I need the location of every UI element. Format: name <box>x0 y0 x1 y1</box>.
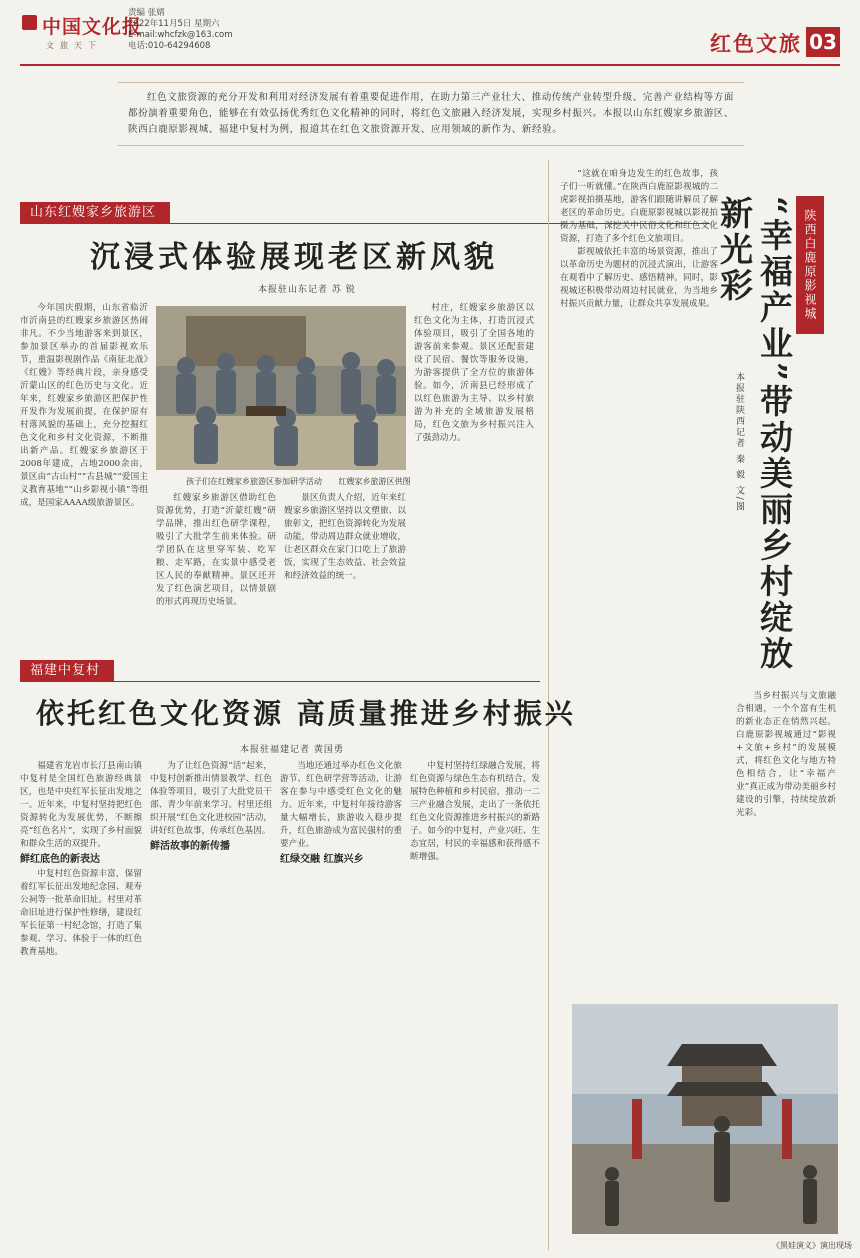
article3-col1 <box>20 760 142 1240</box>
article3-subhead2: 鲜活故事的新传播 <box>150 841 230 852</box>
article2-col1-text: “这就在咱身边发生的红色故事，孩子们一听就懂。”在陕西白鹿原影视城的二虎影视拍摄基地，游客们跟随讲解员了解老区的革命历史。白鹿原影视城以影视拍摄为基础，深挖关中民俗文化和红色文化资源，打造了多个红色文旅项目。 <box>560 169 718 244</box>
editor-line: 责编 张婧 <box>128 8 165 18</box>
article2-photo <box>572 1004 838 1234</box>
article2-col3 <box>736 690 836 990</box>
photo-credit: 红嫂家乡旅游区供图 <box>338 477 411 486</box>
article2-col3-text: 当乡村振兴与文旅融合相遇，一个个富有生机的新业态正在悄然兴起。白鹿原影视城通过“影视+文旅+乡村”的发展模式，将红色文化与地方特色相结合，让“幸福产业”真正成为带动美丽乡村建设的引擎，持续绽放新光彩。 <box>736 691 836 818</box>
photo-caption-text: 孩子们在红嫂家乡旅游区参加研学活动 <box>186 477 322 486</box>
article1-col2-text: 红嫂家乡旅游区借助红色资源优势，打造“沂蒙红嫂”研学品牌，推出红色研学课程，吸引了大批学生前来体验。研学团队在这里穿军装、吃军粮、走军路，在实景中感受老区人民的奉献精神。景区还开发了红色演艺项目，以情景剧的形式再现历史场景。 <box>156 493 276 607</box>
logo-title: 中国文化报 <box>42 16 143 38</box>
article2-col2-text: 影视城依托丰富的场景资源，推出了以革命历史为题材的沉浸式演出，让游客在观看中了解历史、感悟精神。同时，影视城还积极带动周边村民就业，为当地乡村振兴贡献力量，让群众共享发展成果。 <box>560 247 718 309</box>
article3-col4 <box>410 760 540 1240</box>
article3-banner: 福建中复村 <box>20 660 114 682</box>
photo-performance-icon <box>572 1004 838 1234</box>
article2-byline: 本报驻陕西记者 秦 毅 文/图 <box>734 372 744 513</box>
article2-photo-caption: 《黑娃演义》演出现场 <box>772 1241 852 1250</box>
article1-byline: 本报驻山东记者 苏 锐 <box>258 285 356 295</box>
section-title: 红色文旅 <box>710 31 802 56</box>
article1-col1 <box>20 302 148 652</box>
logo-subtitle: 文旅天下 <box>46 41 102 50</box>
article3-col4-text: 中复村坚持红绿融合发展，将红色资源与绿色生态有机结合，发展特色种植和乡村民宿，推动一二三产业融合发展，走出了一条依托红色文化资源推进乡村振兴的新路子。如今的中复村，产业兴旺、生态宜居，村民的幸福感和获得感不断增强。 <box>410 761 540 862</box>
article1-photo-caption <box>186 476 411 487</box>
article1-headline: 沉浸式体验展现老区新风貌 <box>90 240 498 275</box>
date-line: 2022年11月5日 星期六 <box>128 19 220 29</box>
newspaper-logo <box>22 12 143 52</box>
article3-byline: 本报驻福建记者 黄国勇 <box>240 745 344 755</box>
article3-col1-text: 福建省龙岩市长汀县南山镇中复村是全国红色旅游经典景区，也是中央红军长征出发地之一。近年来，中复村坚持把红色资源转化为发展优势，不断擦亮“红色名片”，实现了乡村面貌和群众生活的双提升。 <box>20 761 142 849</box>
seal-icon <box>22 15 37 30</box>
article3-col3 <box>280 760 402 1240</box>
article1-col4-text: 村庄，红嫂家乡旅游区以红色文化为主体，打造沉浸式体验项目，吸引了全国各地的游客前来参观。景区还配套建设了民宿、餐饮等服务设施，为游客提供了全方位的旅游体验。如今，沂南县已经形成了以红色旅游为主导、以乡村旅游为补充的全域旅游发展格局，红色文旅为乡村振兴注入了强劲动力。 <box>414 303 534 443</box>
masthead <box>0 0 860 70</box>
intro-text: 红色文旅资源的充分开发和利用对经济发展有着重要促进作用，在助力第三产业壮大、推动传统产业转型升级、完善产业结构等方面都扮演着重要角色，能够在有效弘扬优秀红色文化精神的同时，将红色文旅融入经济发展，实现乡村振兴。本报以山东红嫂家乡旅游区、陕西白鹿原影视城、福建中复村为例，报道其在红色文旅资源开发、应用领域的新作为、新经验。 <box>128 92 735 135</box>
email-line: E-mail:whcfzk@163.com <box>128 30 233 40</box>
top-rule <box>20 64 840 66</box>
issue-meta <box>128 8 232 52</box>
article1-col1-text: 今年国庆假期，山东省临沂市沂南县的红嫂家乡旅游区热闹非凡。不少当地游客来到景区，参加景区举办的首届影视欢乐节，重温影视剧作品《南征北战》《红嫂》等经典片段，亲身感受沂蒙山区的红色历史与文化。近年来，红嫂家乡旅游区把保护性开发作为发展前提，在保护原有村落风貌的基础上，充分挖掘红色文化和乡村文化资源，不断推出新产品。红嫂家乡旅游区于2008年建成，占地2000余亩，景区由“古山村”“古县城”“爱国主义教育基地”“山乡影视小镇”等组成，是国家AAAA级旅游景区。 <box>20 303 148 508</box>
article3-rule <box>20 681 540 682</box>
article3-headline: 依托红色文化资源 高质量推进乡村振兴 <box>36 697 576 730</box>
article1-col3-text: 景区负责人介绍，近年来红嫂家乡旅游区坚持以文塑旅、以旅彰文，把红色资源转化为发展动能，带动周边群众就业增收，让老区群众在家门口吃上了旅游饭，实现了生态效益、社会效益和经济效益的统一。 <box>284 493 406 581</box>
article3-subhead1: 鲜红底色的新表达 <box>20 854 100 865</box>
article1-photo <box>156 306 406 470</box>
article3-subhead3: 红绿交融 红旗兴乡 <box>280 854 364 865</box>
article3-col2 <box>150 760 272 1240</box>
article1-col4 <box>414 302 534 652</box>
article2-headline: “幸福产业”带动美丽乡村绽放新光彩 <box>715 196 794 672</box>
article1-col2 <box>156 492 276 652</box>
photo-children-study-icon <box>156 306 406 470</box>
page-number: 03 <box>806 27 840 57</box>
article3-col2-text: 为了让红色资源“活”起来，中复村创新推出情景教学、红色体验等项目，吸引了大批党员干部、青少年前来学习。村里还组织开展“红色文化进校园”活动，讲好红色故事，传承红色基因。 <box>150 761 272 836</box>
article2-banner: 陕西白鹿原影视城 <box>796 196 824 334</box>
article3-col3-text: 当地还通过举办红色文化旅游节、红色研学营等活动，让游客在参与中感受红色文化的魅力。近年来，中复村年接待游客量大幅增长，旅游收入稳步提升，红色旅游成为富民强村的重要产业。 <box>280 761 402 849</box>
article1-banner: 山东红嫂家乡旅游区 <box>20 202 170 224</box>
article3-col1b-text: 中复村红色资源丰富，保留着红军长征出发地纪念园、观寿公祠等一批革命旧址。村里对革命旧址进行保护性修缮，建设红军长征第一村纪念馆，打造了集参观、学习、体验于一体的红色教育基地。 <box>20 869 142 957</box>
article1-col3 <box>284 492 406 652</box>
phone-line: 电话:010-64294608 <box>128 41 211 51</box>
article2-col1 <box>560 168 718 656</box>
